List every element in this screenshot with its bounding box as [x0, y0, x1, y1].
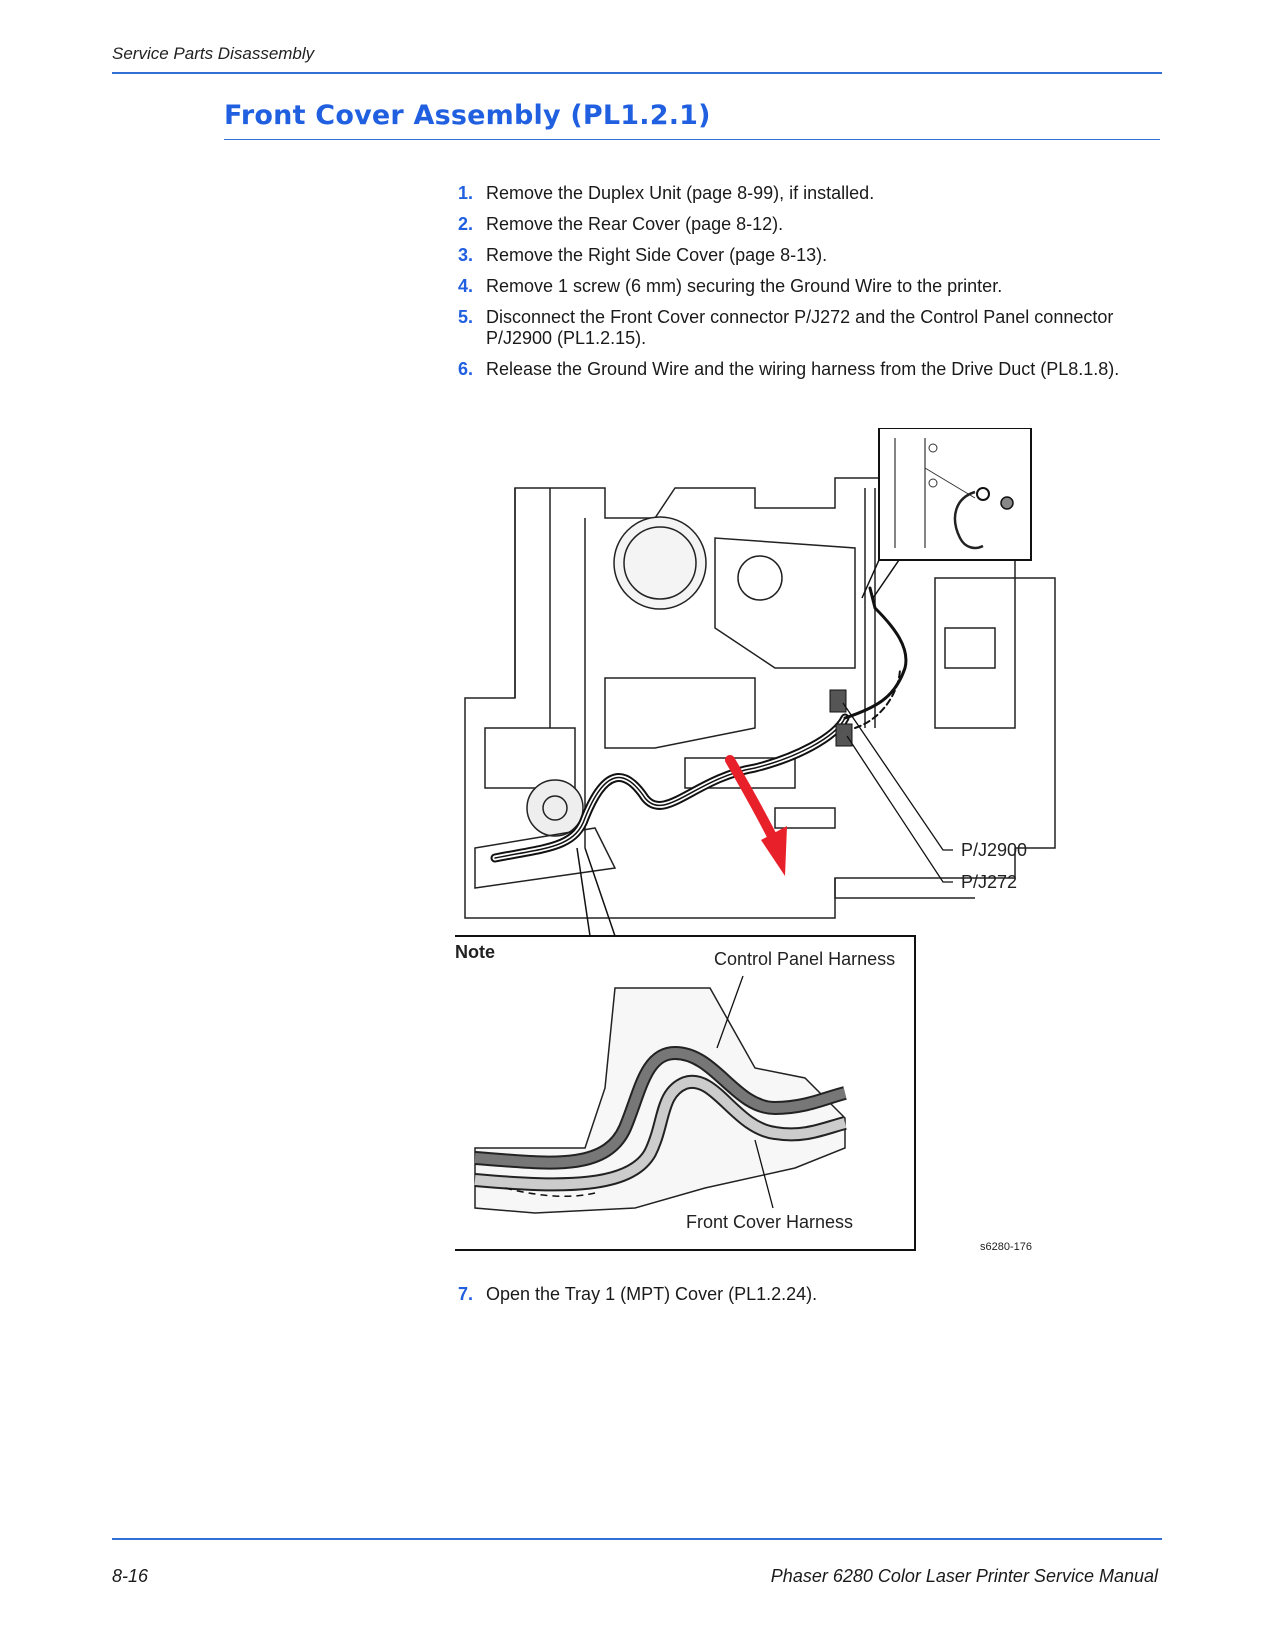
note-box [455, 936, 915, 1250]
callout-line-pj272 [847, 736, 953, 882]
note-label: Note [455, 942, 495, 962]
step-item [458, 214, 1158, 235]
note-leader [577, 848, 615, 936]
step-number: 5. [458, 307, 474, 327]
title-rule [224, 139, 1160, 140]
step-text: Remove the Right Side Cover (page 8-13). [486, 245, 828, 265]
step-text: Remove the Rear Cover (page 8-12). [486, 214, 784, 234]
disassembly-figure [455, 428, 1095, 1316]
connector-pj272 [836, 724, 852, 746]
label-pj272: P/J272 [961, 872, 1018, 892]
removal-arrow-head [761, 826, 787, 876]
step-item [458, 1284, 1158, 1305]
step-number: 7. [458, 1284, 474, 1304]
step-item [458, 276, 1158, 297]
step-text: Release the Ground Wire and the wiring harness from the Drive Duct (PL8.1.8). [486, 359, 1120, 379]
step-number: 1. [458, 183, 474, 203]
step-number: 6. [458, 359, 474, 379]
step-item [458, 245, 1158, 266]
footer-rule [112, 1538, 1162, 1540]
procedure-steps [458, 183, 1158, 390]
procedure-steps-continued [458, 1284, 1158, 1315]
section-title: Front Cover Assembly (PL1.2.1) [224, 100, 711, 131]
step-text: Open the Tray 1 (MPT) Cover (PL1.2.24). [486, 1284, 818, 1304]
step-text: Disconnect the Front Cover connector P/J272 and the Control Panel connector P/J2900 (PL1.2.15). [486, 307, 1114, 348]
control-panel-harness-label: Control Panel Harness [714, 949, 896, 969]
page-number: 8-16 [112, 1566, 149, 1586]
front-cover-harness-label: Front Cover Harness [686, 1212, 854, 1232]
step-text: Remove 1 screw (6 mm) securing the Ground Wire to the printer. [486, 276, 1003, 296]
label-pj2900: P/J2900 [961, 840, 1028, 860]
step-text: Remove the Duplex Unit (page 8-99), if installed. [486, 183, 875, 203]
header-rule [112, 72, 1162, 74]
connector-pj2900 [830, 690, 846, 712]
figure-id: s6280-176 [980, 1241, 1032, 1253]
step-number: 2. [458, 214, 474, 234]
callout-line-pj2900 [843, 703, 953, 850]
step-item [458, 359, 1146, 380]
manual-title: Phaser 6280 Color Laser Printer Service Manual [770, 1566, 1158, 1586]
step-item [458, 307, 1116, 349]
ground-wire-inset [879, 428, 1031, 560]
step-item [458, 183, 1158, 204]
figure-illustration [455, 428, 1095, 1316]
step-number: 3. [458, 245, 474, 265]
step-number: 4. [458, 276, 474, 296]
inset-leader [862, 560, 899, 598]
running-header: Service Parts Disassembly [112, 44, 315, 63]
